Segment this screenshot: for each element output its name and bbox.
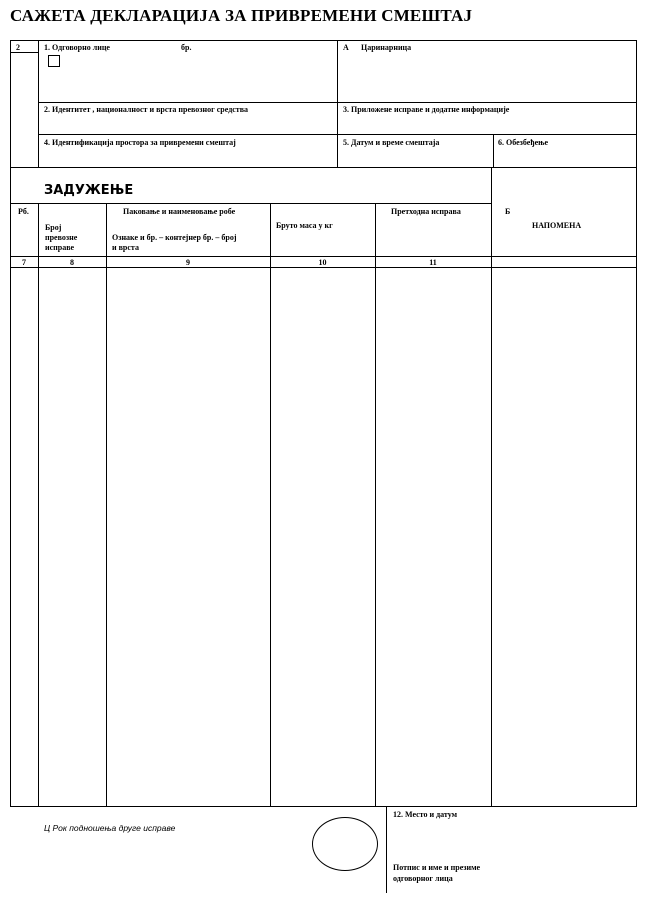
- field1-number-label: бр.: [181, 43, 192, 52]
- col-doc-header-line1: Број: [45, 223, 62, 232]
- col-rb-header: Рб.: [18, 207, 29, 216]
- field1-label: 1. Одговорно лице: [44, 43, 110, 52]
- col-number-7: 7: [22, 258, 26, 267]
- col-divider-rb: [38, 203, 39, 807]
- field1-checkbox[interactable]: [48, 55, 60, 67]
- fieldA-label: Царинарница: [361, 43, 412, 52]
- col-divider-previous: [491, 167, 492, 807]
- col-notes-header: НАПОМЕНА: [532, 221, 582, 230]
- col-doc-header-line2: превозне: [45, 233, 78, 242]
- col-doc-header-line3: исправе: [45, 243, 75, 252]
- section-title: ЗАДУЖЕЊЕ: [44, 183, 134, 198]
- col-number-10: 10: [318, 258, 327, 267]
- field4-label: 4. Идентификација простора за привремени смештај: [44, 138, 236, 147]
- col-packaging-sub-line1: Ознаке и бр. – контејнер бр. – број: [112, 233, 237, 242]
- col-b-letter: Б: [505, 207, 511, 216]
- col-number-8: 8: [70, 258, 74, 267]
- col-mass-header: Бруто маса у кг: [276, 221, 333, 230]
- field5-label: 5. Датум и време смештаја: [343, 138, 440, 147]
- col-divider-mass: [375, 203, 376, 807]
- field2-label: 2. Идентитет , националност и врста превозног средства: [44, 105, 249, 114]
- header-left-divider: [38, 40, 39, 167]
- footer-signature-divider: [386, 807, 387, 893]
- box-number-divider: [10, 52, 38, 53]
- col-divider-packaging: [270, 203, 271, 807]
- col-number-9: 9: [186, 258, 190, 267]
- fieldA-letter: А: [343, 43, 349, 52]
- col-number-11: 11: [429, 258, 437, 267]
- header-right-divider: [493, 134, 494, 167]
- col-packaging-header: Паковање и наименовање робе: [123, 207, 236, 216]
- header-middle-divider: [337, 40, 338, 167]
- signature-label-line2: одговорног лица: [393, 874, 453, 883]
- section-title-divider: [10, 203, 491, 204]
- stamp-circle: [312, 817, 378, 871]
- field12-label: 12. Место и датум: [393, 810, 458, 819]
- col-previous-doc-header: Претходна исправа: [391, 207, 461, 216]
- form-frame: [10, 40, 637, 807]
- column-number-divider: [10, 267, 637, 268]
- header-row-divider-3: [10, 167, 637, 168]
- signature-label-line1: Потпис и име и презиме: [393, 863, 481, 872]
- col-packaging-sub-line2: и врста: [112, 243, 139, 252]
- col-divider-doc: [106, 203, 107, 807]
- column-header-divider: [10, 256, 637, 257]
- box-number: 2: [16, 43, 20, 52]
- field3-label: 3. Приложене исправе и додатне информације: [343, 105, 510, 114]
- footer-c-note: Ц Рок подношења друге исправе: [44, 823, 176, 833]
- field6-label: 6. Обезбеђење: [498, 138, 549, 147]
- document-title: САЖЕТА ДЕКЛАРАЦИЈА ЗА ПРИВРЕМЕНИ СМЕШТАЈ: [10, 6, 473, 25]
